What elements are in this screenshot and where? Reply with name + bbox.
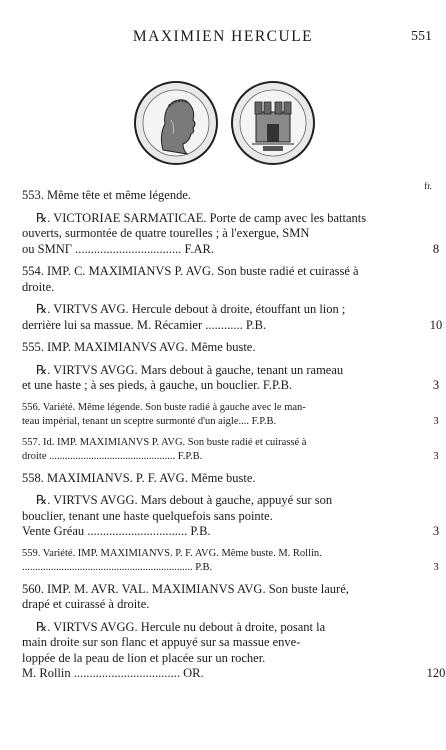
- entry-line: ................................................................. P.B.: [22, 561, 213, 573]
- coin-reverse-image: [230, 80, 316, 166]
- entry-line: 553. Même tête et même légende.: [22, 188, 192, 202]
- entry-line: 557. Id. IMP. MAXIMIANVS P. AVG. Son buste radié et cuirassé à: [22, 436, 307, 448]
- rarity-value: 3: [432, 524, 440, 538]
- entry-line: 558. MAXIMIANVS. P. F. AVG. Même buste.: [22, 470, 256, 485]
- entry-line: M. Rollin .................................. OR.: [22, 666, 204, 680]
- page-number: 551: [411, 29, 432, 44]
- catalogue-entry: [22, 210, 440, 258]
- entry-line: ℞. VIRTVS AVGG. Mars debout à gauche, tenant un rameau: [36, 362, 344, 377]
- entry-line: ℞. VIRTVS AVGG. Hercule nu debout à droite, posant la: [36, 619, 326, 634]
- catalogue-entry: [22, 401, 439, 429]
- rarity-value: 3: [433, 561, 439, 573]
- entry-line: 560. IMP. M. AVR. VAL. MAXIMIANVS AVG. Son buste lauré,: [22, 581, 349, 596]
- rarity-value: 10: [429, 317, 443, 332]
- rarity-value: 8: [432, 241, 440, 256]
- entry-line: derrière lui sa massue. M. Récamier ............ P.B.: [22, 317, 267, 332]
- catalogue-entry: [22, 582, 422, 613]
- entry-line: main droite sur son flanc et appuyé sur sa massue enve-: [22, 635, 301, 649]
- coin-illustrations: [0, 80, 446, 170]
- entry-line: drapé et cuirassé à droite.: [22, 597, 150, 611]
- catalogue-entry: [22, 436, 439, 464]
- catalogue-entry: [22, 340, 422, 356]
- catalogue-entry: [22, 493, 440, 540]
- rarity-value: 120: [426, 666, 446, 680]
- catalogue-entry: [22, 362, 440, 394]
- rarity-value: 3: [433, 415, 439, 427]
- entry-line: bouclier, tenant une haste quelquefois sans pointe.: [22, 508, 273, 523]
- entry-line: 559. Variété. IMP. MAXIMIANVS. P. F. AVG. Même buste. M. Rollin.: [22, 547, 322, 559]
- entry-line: droite.: [22, 279, 55, 294]
- rarity-value: 3: [433, 450, 439, 462]
- catalogue-entry: [22, 264, 422, 295]
- entry-line: et une haste ; à ses pieds, à gauche, un bouclier. F.P.B.: [22, 378, 293, 392]
- coin-obverse-image: [133, 80, 219, 166]
- entry-line: ou SMNΓ .................................. F.AR.: [22, 241, 215, 256]
- rarity-value: 3: [432, 378, 440, 392]
- entry-line: 555. IMP. MAXIMIANVS AVG. Même buste.: [22, 340, 256, 354]
- catalogue-entry: [22, 188, 422, 204]
- entry-line: ouverts, surmontée de quatre tourelles ; à l'exergue, SMN: [22, 226, 310, 240]
- entry-line: droite ................................................ F.P.B.: [22, 450, 203, 462]
- entry-line: 556. Variété. Même légende. Son buste radié à gauche avec le man-: [22, 401, 306, 413]
- entry-line: 554. IMP. C. MAXIMIANVS P. AVG. Son buste radié et cuirassé à: [22, 264, 359, 278]
- entry-line: ℞. VIRTVS AVG. Hercule debout à droite, étouffant un lion ;: [36, 302, 346, 316]
- page-header: [0, 28, 446, 48]
- entry-line: loppée de la peau de lion et placée sur un rocher.: [22, 650, 266, 665]
- catalogue-entries: [22, 188, 446, 689]
- running-title: MAXIMIEN HERCULE: [132, 28, 314, 45]
- entry-line: ℞. VICTORIAE SARMATICAE. Porte de camp avec les battants: [36, 210, 367, 225]
- catalogue-entry: [22, 302, 443, 333]
- catalogue-entry: [22, 619, 446, 682]
- catalogue-entry: [22, 471, 422, 487]
- catalogue-entry: [22, 547, 439, 575]
- entry-line: Vente Gréau ................................ P.B.: [22, 524, 211, 538]
- rarity-column-header: fr.: [424, 181, 432, 191]
- entry-line: teau impérial, tenant un sceptre surmonté d'un aigle.... F.P.B.: [22, 415, 277, 427]
- entry-line: ℞. VIRTVS AVGG. Mars debout à gauche, appuyé sur son: [36, 493, 333, 507]
